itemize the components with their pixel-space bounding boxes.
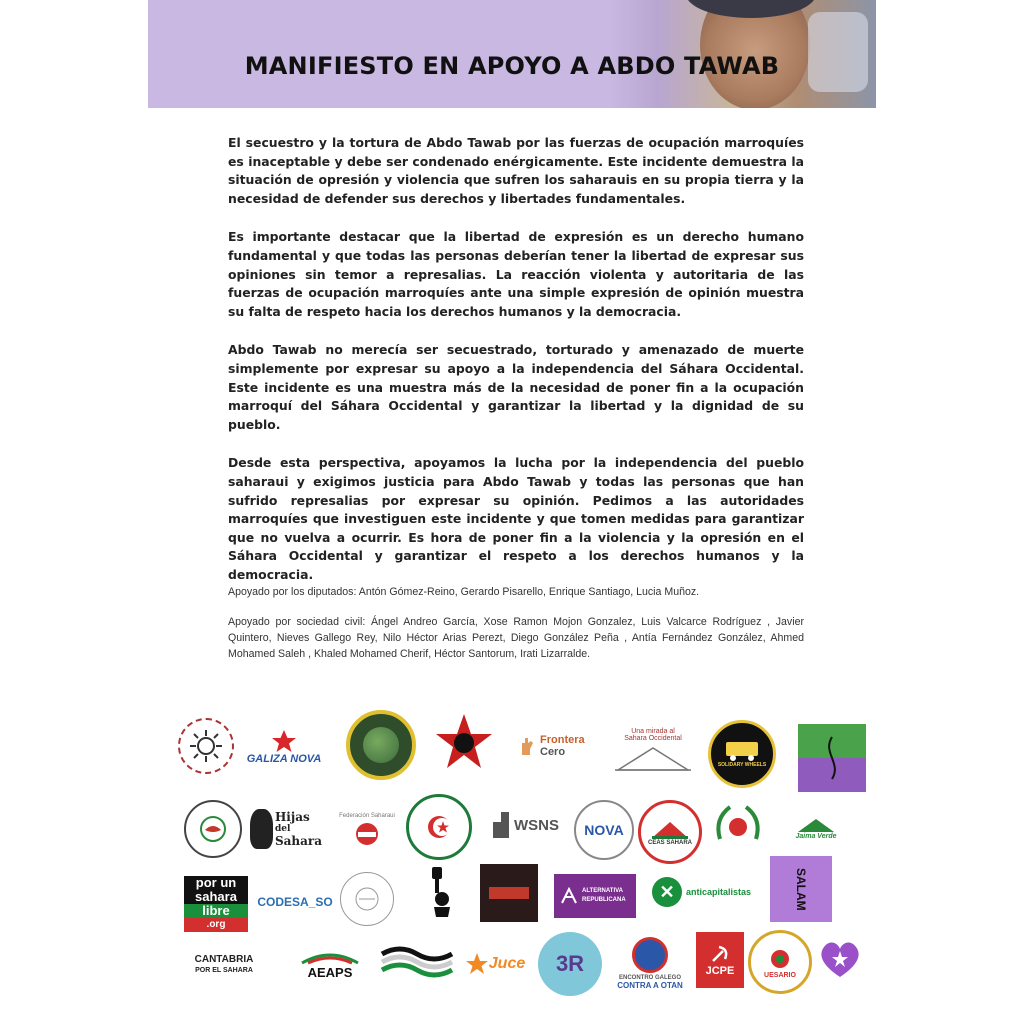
por-un-sahara-libre-logo: por un sahara libre .org (184, 872, 248, 936)
hammer-sickle-icon (709, 943, 731, 965)
red-star-icon (269, 729, 299, 753)
plataforma-3r-logo: 3R (538, 932, 602, 996)
aeaps-logo: AEAPS (290, 944, 370, 986)
paragraph-4: Desde esta perspectiva, apoyamos la lucha por la independencia del pueblo saharaui y exigimos justicia para Abdo Tawab y todas las personas que han sufrido represalias por expresar su opinión. Pedimos a las autoridades marroquíes que investiguen este incidente y que tomen medidas para garantizar que no vuelva a ocurrir. Es hora de poner fin a la violencia y la opresión en el Sáhara Occidental y garantizar el respeto a los derechos humanos y la democracia. (228, 455, 804, 582)
figure-icon (812, 733, 852, 783)
fist-figure-logo (414, 864, 462, 920)
uesario-logo: UESARIO (748, 930, 812, 994)
bus-icon (724, 740, 760, 762)
raised-fist-icon (418, 865, 458, 919)
juce-logo: Juce (462, 942, 528, 986)
green-tent-icon (796, 817, 836, 833)
crescent-seal-logo (406, 794, 472, 860)
jcpe-logo: JCPE (696, 932, 744, 988)
hijas-del-sahara-logo: Hijas del Sahara (250, 798, 322, 860)
logo-grid (170, 706, 850, 1006)
uesario-emblem-icon (765, 946, 795, 972)
woman-portrait-icon (250, 809, 273, 849)
fas-logo: Federación Saharaui (334, 800, 400, 862)
fas-emblem-icon (350, 819, 384, 849)
earth-fist-logo (346, 710, 416, 780)
alternativa-republicana-logo: ALTERNATIVA REPUBLICANA (554, 874, 636, 918)
aeaps-arc-icon (300, 951, 360, 965)
paragraph-3: Abdo Tawab no merecía ser secuestrado, torturado y amenazado de muerte simplemente por expresar su apoyo a la independencia del Sáhara Occidental. Este incidente es una muestra más de la necesidad de poner fin a la ocupación marroquí del Sáhara Occidental y garantizar la libertad y la dignidad de su pueblo. (228, 342, 804, 432)
manifesto-body (228, 134, 804, 604)
seal-icon (353, 885, 381, 913)
document-page (148, 0, 876, 1024)
codesa-logo: CODESA_SO (257, 895, 333, 909)
sun-logo (178, 718, 234, 774)
galiza-nova-logo: GALIZA NOVA (242, 722, 326, 772)
globe-icon (363, 727, 399, 763)
paragraph-2: Es importante destacar que la libertad de expresión es un derecho humano fundamental y que todas las personas deberían tener la libertad de expresar sus opiniones sin temor a represalias. La reacción violenta y autoritaria de las fuerzas de ocupación marroquíes ante una simple expresión de opinión muestra su falta de respeto hacia los derechos humanos y la democracia. (228, 229, 804, 319)
hand-icon (518, 735, 536, 757)
orange-star-icon (465, 952, 489, 976)
wave-flag-icon (380, 944, 454, 978)
supported-by-civil-society: Apoyado por sociedad civil: Ángel Andreo García, Xose Ramon Mojon Gonzalez, Luis Valcarce Rodríguez , Javier Quintero, Nieves Gallego Rey, Nilo Héctor Arias Perezt, Diego González Peña , Antía Fernández González, Ahmed Mohamed Saleh , Khaled Mohamed Cherif, Héctor Santorum, Irati Lizarralde. (228, 616, 804, 660)
anticapitalistas-logo: ✕ anticapitalistas (652, 872, 760, 912)
contra-otan-logo: ENCONTRO GALEGO CONTRA A OTAN (608, 928, 692, 998)
wreath-icon (710, 799, 766, 855)
purple-heart-logo (816, 936, 864, 982)
ceas-sahara-logo: CEAS SAHARA (638, 800, 702, 864)
no-otan-icon (632, 937, 668, 973)
salam-logo: SALAM (770, 856, 832, 922)
page-title: MANIFIESTO EN APOYO A ABDO TAWAB (244, 52, 780, 80)
sun-icon (188, 728, 224, 764)
red-star-badge-logo (432, 710, 496, 774)
star-badge-icon (434, 712, 494, 772)
cantabria-logo: CANTABRIA POR EL SAHARA (194, 954, 254, 974)
anticapitalistas-icon: ✕ (652, 877, 682, 907)
dove-icon (198, 814, 228, 844)
frontera-cero-logo: Frontera Cero (518, 726, 598, 766)
jaima-verde-logo: Jaima Verde (784, 810, 848, 846)
solidary-wheels-logo: SOLIDARY WHEELS (708, 720, 776, 788)
map-shape-icon (491, 810, 511, 840)
crescent-star-icon (421, 809, 457, 845)
paragraph-1: El secuestro y la tortura de Abdo Tawab por las fuerzas de ocupación marroquíes es inaceptable y debe ser condenado enérgicamente. Este incidente demuestra la situación de opresión y violencia que sufren los saharauis en su propia tierra y la necesidad de defender sus derechos y libertades fundamentales. (228, 135, 804, 206)
red-emblem-icon (489, 887, 529, 899)
nova-logo: NOVA (574, 800, 634, 860)
wreath-emblem-logo (708, 796, 768, 858)
round-seal-logo (340, 872, 394, 926)
red-box-logo (480, 864, 538, 922)
tent-icon (613, 742, 693, 772)
association-seal-logo (184, 800, 242, 858)
support-section (228, 584, 804, 676)
green-purple-logo (798, 724, 866, 792)
supported-by-deputies: Apoyado por los diputados: Antón Gómez-Reino, Gerardo Pisarello, Enrique Santiago, Lucia Muñoz. (228, 586, 700, 598)
tent-red-icon (650, 818, 690, 840)
header-banner (148, 0, 876, 108)
wave-flag-logo (378, 938, 456, 984)
heart-icon (818, 939, 862, 979)
wsns-logo: WSNS (488, 804, 562, 846)
una-mirada-logo: Una mirada al Sahara Occidental (606, 718, 700, 782)
ar-mark-icon (560, 887, 578, 905)
